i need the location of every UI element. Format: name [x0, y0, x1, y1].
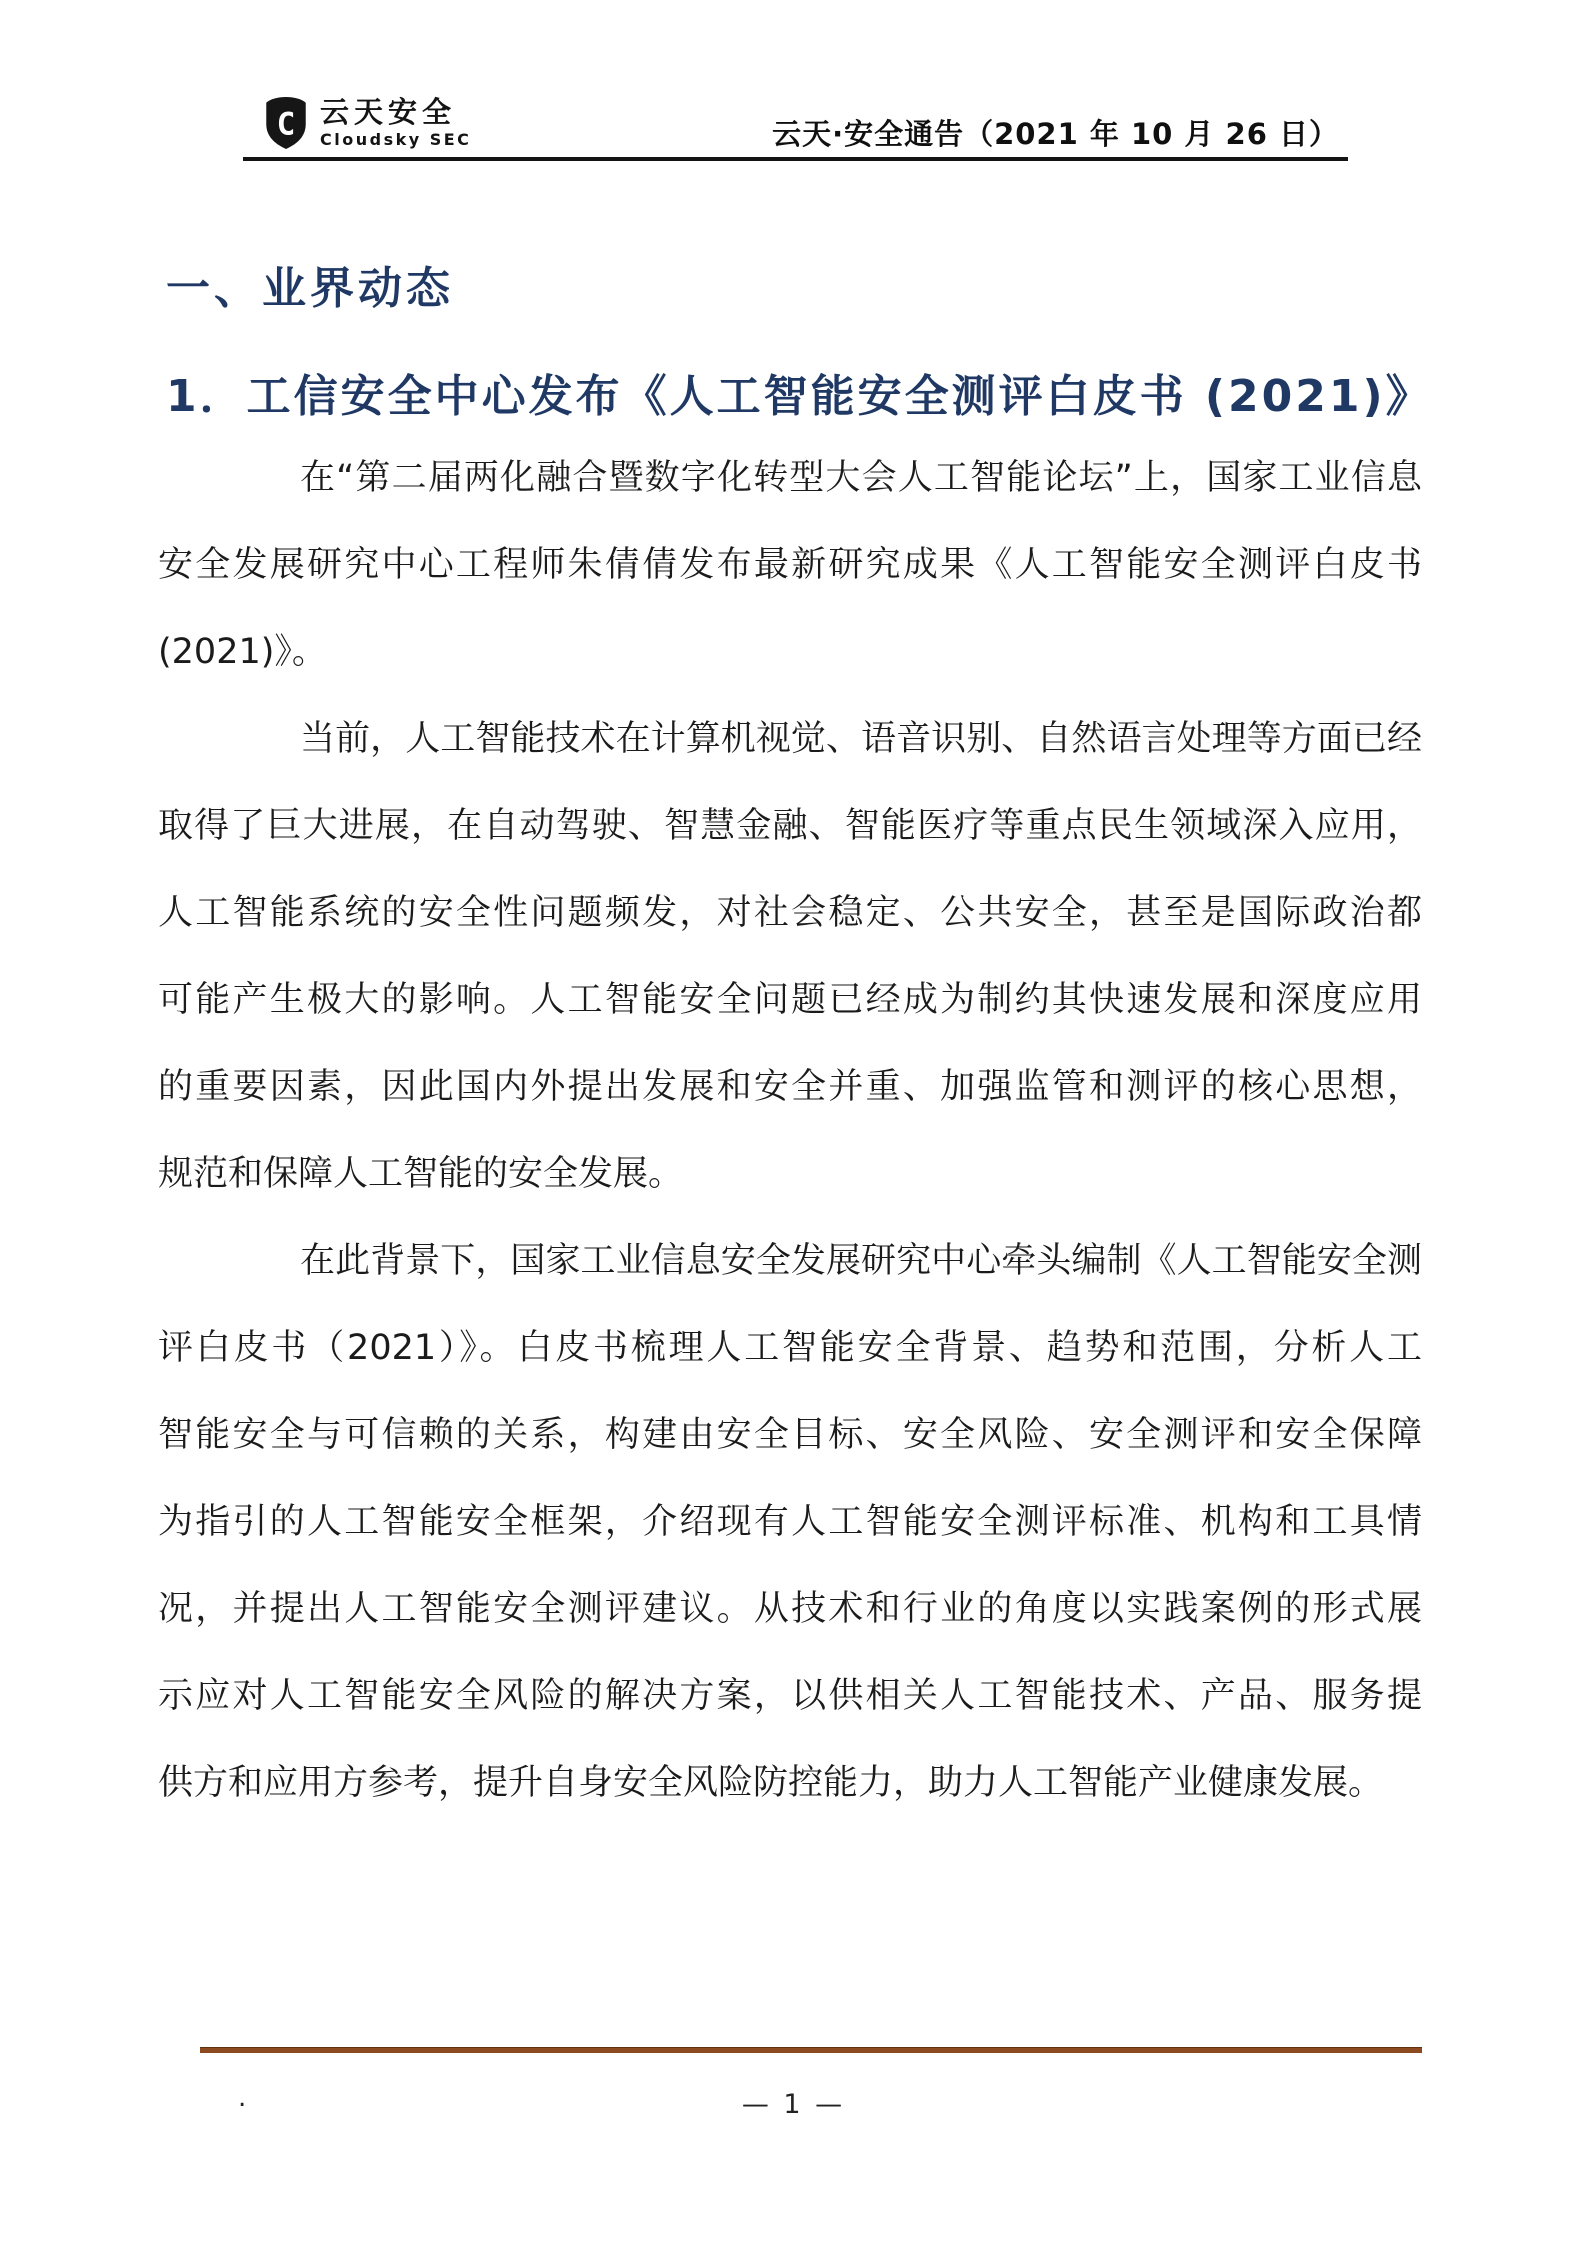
article-body	[158, 435, 1422, 1827]
paragraph-line: 人工智能系统的安全性问题频发，对社会稳定、公共安全，甚至是国际政治都	[158, 893, 1422, 933]
footer-divider	[200, 2047, 1422, 2053]
paragraph-line: (2021)》。	[158, 632, 327, 672]
paragraph-line: 评白皮书（2021）》。白皮书梳理人工智能安全背景、趋势和范围，分析人工	[158, 1328, 1422, 1368]
paragraph-line: 为指引的人工智能安全框架，介绍现有人工智能安全测评标准、机构和工具情	[158, 1502, 1422, 1542]
svg-text:C: C	[276, 106, 296, 143]
paragraph-line: 示应对人工智能安全风险的解决方案，以供相关人工智能技术、产品、服务提	[158, 1676, 1422, 1716]
paragraph-line: 在此背景下，国家工业信息安全发展研究中心牵头编制《人工智能安全测	[300, 1241, 1422, 1281]
logo-name-en: Cloudsky SEC	[320, 130, 472, 150]
paragraph-line: 规范和保障人工智能的安全发展。	[158, 1154, 684, 1194]
shield-c-icon	[263, 96, 309, 150]
logo-text-block	[320, 94, 472, 150]
page-number: — 1 —	[741, 2089, 846, 2120]
bulletin-title: 云天·安全通告（2021 年 10 月 26 日）	[772, 117, 1339, 151]
logo-name-cn: 云天安全	[320, 94, 457, 129]
paragraph-line: 智能安全与可信赖的关系，构建由安全目标、安全风险、安全测评和安全保障	[158, 1415, 1422, 1455]
paragraph-line: 当前，人工智能技术在计算机视觉、语音识别、自然语言处理等方面已经	[300, 719, 1422, 759]
paragraph-line: 的重要因素，因此国内外提出发展和安全并重、加强监管和测评的核心思想，	[158, 1067, 1422, 1107]
paragraph-line: 安全发展研究中心工程师朱倩倩发布最新研究成果《人工智能安全测评白皮书	[158, 545, 1422, 585]
paragraph-line: 取得了巨大进展，在自动驾驶、智慧金融、智能医疗等重点民生领域深入应用，	[158, 806, 1422, 846]
paragraph-line: 可能产生极大的影响。人工智能安全问题已经成为制约其快速发展和深度应用	[158, 980, 1422, 1020]
paragraph-line: 在“第二届两化融合暨数字化转型大会人工智能论坛”上，国家工业信息	[300, 458, 1422, 498]
footer-stray-dot: .	[238, 2083, 247, 2113]
section-heading: 一、业界动态	[166, 263, 454, 314]
header-divider	[243, 157, 1348, 161]
company-logo	[263, 96, 471, 150]
paragraph-line: 况，并提出人工智能安全测评建议。从技术和行业的角度以实践案例的形式展	[158, 1589, 1422, 1629]
article-heading: 1．工信安全中心发布《人工智能安全测评白皮书 (2021)》	[166, 371, 1433, 422]
paragraph-line: 供方和应用方参考，提升自身安全风险防控能力，助力人工智能产业健康发展。	[158, 1763, 1384, 1803]
